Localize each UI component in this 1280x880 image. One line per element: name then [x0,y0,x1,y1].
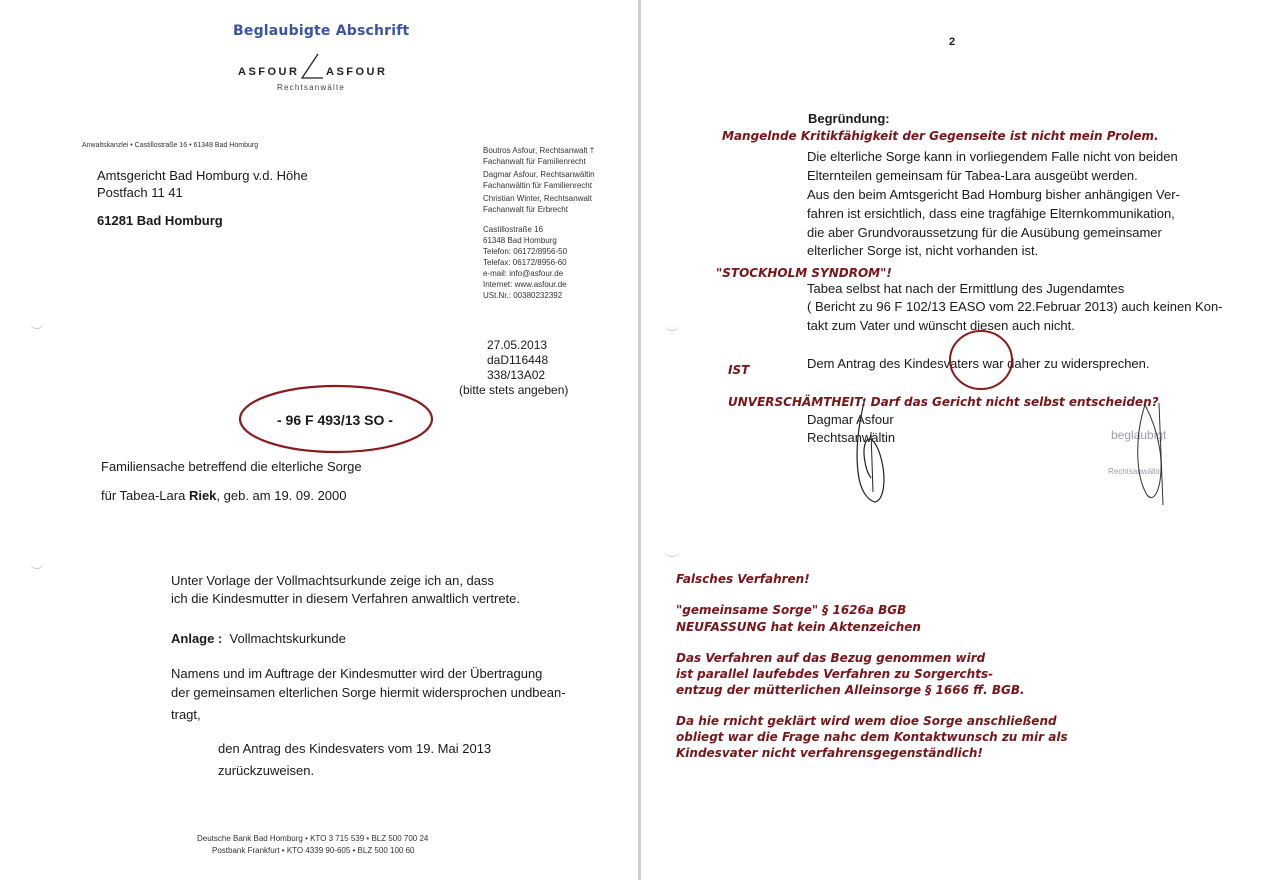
child-surname: Riek [188,488,217,503]
contact-line: Internet: www.asfour.de [483,280,567,289]
sender-line: Anwaltskanzlei • Castillostraße 16 • 61348 Bad Homburg [82,142,259,149]
page-number: 2 [949,36,956,48]
body-line: Dem Antrag des Kindesvaters war daher zu widersprechen. [807,356,1150,371]
signature-name: Dagmar Asfour [807,412,894,427]
signature-title: Rechtsanwältin [807,430,896,445]
lawyer-line: Boutros Asfour, Rechtsanwalt † [483,146,595,155]
contact-line: Castillostraße 16 [483,225,544,234]
document-page-1 [0,0,638,880]
punch-hole-mark [30,560,44,569]
document-page-2 [641,0,1280,880]
handwritten-annotation: Das Verfahren auf das Bezug genommen wird [676,651,986,665]
handwritten-annotation: Mangelnde Kritikfähigkeit der Gegenseite ist nicht mein Prolem. [722,129,1159,143]
logo-text-left: ASFOUR [238,66,300,78]
reference-date: 27.05.2013 [487,338,548,352]
handwritten-annotation: Kindesvater nicht verfahrensgegenständlich! [676,746,983,760]
handwritten-annotation: "STOCKHOLM SYNDROM"! [716,266,892,280]
child-line [101,487,347,505]
handwritten-signature [841,392,901,507]
bank-footer-line: Postbank Frankfurt • KTO 4339 90-605 • BLZ 500 100 60 [212,846,415,855]
body-line: fahren ist ersichtlich, dass eine tragfähige Elternkommunikation, [807,206,1175,221]
contact-line: Telefon: 06172/8956-50 [483,247,568,256]
certification-stamp-text: beglaubigt [1111,428,1167,442]
attachment-line [171,630,346,648]
paragraph-line: Namens und im Auftrage der Kindesmutter wird der Übertragung [171,666,543,681]
firm-logo [238,53,388,98]
contact-line: USt.Nr.: 00380232392 [483,291,563,300]
bank-footer-line: Deutsche Bank Bad Homburg • KTO 3 715 539 • BLZ 500 700 24 [197,834,429,843]
contact-line: e-mail: info@asfour.de [483,269,564,278]
body-line: Die elterliche Sorge kann in vorliegendem Falle nicht von beiden [807,149,1178,164]
punch-hole-mark [665,548,679,557]
logo-mark-icon [298,53,324,81]
firm-contact [483,224,567,301]
handwritten-annotation: UNVERSCHÄMTHEIT: Darf das Gericht nicht selbst entscheiden? [728,395,1159,409]
lawyer-line: Fachanwalt für Erbrecht [483,205,568,214]
case-number: - 96 F 493/13 SO - [277,412,393,428]
paragraph-line: der gemeinsamen elterlichen Sorge hiermit widersprochen undbean- [171,685,566,700]
reference-note: (bitte stets angeben) [459,383,569,397]
lawyer-line: Fachanwalt für Familienrecht [483,157,586,166]
certification-stamp-subtitle: Rechtsanwältin [1108,467,1163,476]
paragraph-line: Unter Vorlage der Vollmachtsurkunde zeige ich an, dass [171,573,495,588]
reference-code: daD116448 [487,353,549,367]
body-line: die aber Grundvoraussetzung für die Ausübung gemeinsamer [807,225,1162,240]
handwritten-annotation: NEUFASSUNG hat kein Aktenzeichen [676,620,921,634]
logo-text-right: ASFOUR [326,66,388,78]
attachment-value: Vollmachtskurkunde [229,631,346,646]
certified-copy-stamp: Beglaubigte Abschrift [233,23,410,39]
body-line: takt zum Vater und wünscht diesen auch nicht. [807,318,1075,333]
word-circle-annotation [946,328,1016,392]
body-line: Tabea selbst hat nach der Ermittlung des Jugendamtes [807,281,1125,296]
body-line: elterlicher Sorge ist, nicht vorhanden ist. [807,243,1039,258]
paragraph-line: den Antrag des Kindesvaters vom 19. Mai 2013 [218,741,492,756]
lawyer-line: Dagmar Asfour, Rechtsanwältin [483,170,595,179]
handwritten-annotation: "gemeinsame Sorge" § 1626a BGB [676,603,907,617]
stamp-signature [1129,395,1179,507]
handwritten-annotation: entzug der mütterlichen Alleinsorge § 1666 ff. BGB. [676,683,1025,697]
handwritten-annotation: ist parallel laufebdes Verfahren zu Sorgerchts- [676,667,994,681]
section-heading: Begründung: [808,111,890,126]
recipient-pobox: Postfach 11 41 [97,185,183,200]
contact-line: Telefax: 06172/8956-60 [483,258,567,267]
handwritten-annotation: Da hie rnicht geklärt wird wem dioe Sorge anschließend [676,714,1057,728]
attachment-label: Anlage : [171,631,223,646]
logo-subtitle: Rechtsanwälte [277,83,346,92]
lawyer-line: Christian Winter, Rechtsanwalt [483,194,592,203]
recipient-court: Amtsgericht Bad Homburg v.d. Höhe [97,168,308,183]
handwritten-annotation: Falsches Verfahren! [676,572,810,586]
body-line: Aus den beim Amtsgericht Bad Homburg bisher anhängigen Ver- [807,187,1180,202]
reference-file: 338/13A02 [487,368,546,382]
body-line: ( Bericht zu 96 F 102/13 EASO vom 22.Februar 2013) auch keinen Kon- [807,299,1223,314]
paragraph-line: ich die Kindesmutter in diesem Verfahren anwaltlich vertrete. [171,591,521,606]
child-prefix: für Tabea-Lara [101,488,189,503]
recipient-city: 61281 Bad Homburg [97,213,223,228]
subject-line: Familiensache betreffend die elterliche Sorge [101,459,362,474]
punch-hole-mark [665,322,679,331]
child-suffix: , geb. am 19. 09. 2000 [216,488,347,503]
punch-hole-mark [30,320,44,329]
handwritten-annotation: IST [728,363,750,377]
lawyer-list [483,145,595,215]
contact-line: 61348 Bad Homburg [483,236,557,245]
paragraph-line: tragt, [171,707,201,722]
handwritten-annotation: obliegt war die Frage nahc dem Kontaktwunsch zu mir als [676,730,1068,744]
body-line: Elternteilen gemeinsam für Tabea-Lara ausgeübt werden. [807,168,1138,183]
paragraph-line: zurückzuweisen. [218,763,315,778]
lawyer-line: Fachanwältin für Familienrecht [483,181,592,190]
